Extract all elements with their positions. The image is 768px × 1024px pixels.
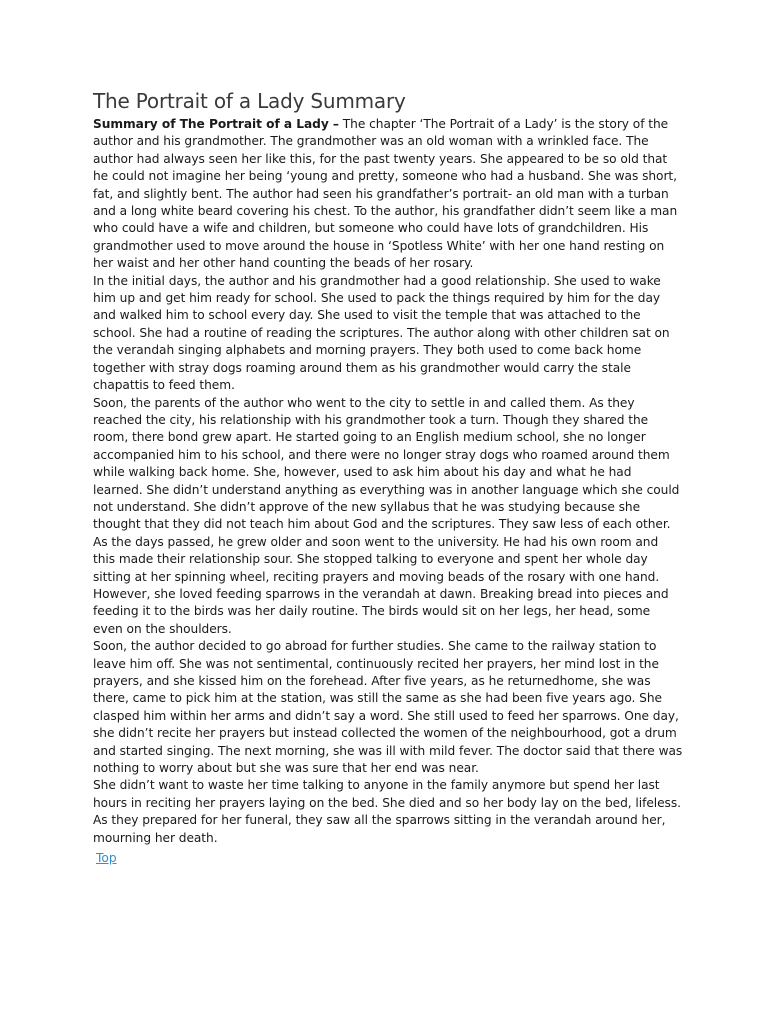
page-title: The Portrait of a Lady Summary	[93, 89, 406, 113]
summary-paragraph-4: As the days passed, he grew older and soon went to the university. He had his own room and this made their relationship sour. She stopped talking to everyone and spent her whole day sitting at her spinning wheel, reciting prayers and moving beads of the rosary with one hand. However, she loved feeding sparrows in the verandah at dawn. Breaking bread into pieces and feeding it to the birds was her daily routine. The birds would sit on her legs, her head, some even on the shoulders.	[93, 534, 669, 636]
document-page	[93, 86, 683, 867]
summary-paragraph-6: She didn’t want to waste her time talking to anyone in the family anymore but spend her last hours in reciting her prayers laying on the bed. She died and so her body lay on the bed, lifeless. As they prepared for her funeral, they saw all the sparrows sitting in the verandah around her, mourning her death.	[93, 778, 681, 845]
summary-body	[93, 116, 683, 847]
summary-paragraph-3: Soon, the parents of the author who went to the city to settle in and called them. As they reached the city, his relationship with his grandmother took a turn. Though they shared the room, there bond grew apart. He started going to an English medium school, she no longer accompanied him to his school, and there were no longer stray dogs who roamed around them while walking back home. She, however, used to ask him about his day and what he had learned. She didn’t understand anything as everything was in another language which she could not understand. She didn’t approve of the new syllabus that he was studying because she thought that they did not teach him about God and the scriptures. They saw less of each other.	[93, 395, 680, 532]
summary-paragraph-2: In the initial days, the author and his grandmother had a good relationship. She used to wake him up and get him ready for school. She used to pack the things required by him for the day and walked him to school every day. She used to visit the temple that was attached to the school. She had a routine of reading the scriptures. The author along with other children sat on the verandah singing alphabets and morning prayers. They both used to come back home together with stray dogs roaming around them as his grandmother would carry the stale chapattis to feed them.	[93, 273, 670, 393]
summary-lead-label: Summary of The Portrait of a Lady –	[93, 117, 339, 131]
summary-paragraph-1-text: The chapter ‘The Portrait of a Lady’ is the story of the author and his grandmother. The grandmother was an old woman with a wrinkled face. The author had always seen her like this, for the past twenty years. She appeared to be so old that he could not imagine her being ‘young and pretty, someone who had a husband. She was short, fat, and slightly bent. The author had seen his grandfather’s portrait- an old man with a turban and a long white beard covering his chest. To the author, his grandfather didn’t seem like a man who could have a wife and children, but someone who could have lots of grandchildren. His grandmother used to move around the house in ‘Spotless White’ with her one hand resting on her waist and her other hand counting the beads of her rosary.	[93, 117, 678, 271]
top-link[interactable]: Top	[96, 851, 117, 866]
summary-paragraph-1	[93, 116, 683, 273]
summary-paragraph-5: Soon, the author decided to go abroad for further studies. She came to the railway station to leave him off. She was not sentimental, continuously recited her prayers, her mind lost in the prayers, and she kissed him on the forehead. After five years, as he returnedhome, she was there, came to pick him at the station, was still the same as she had been five years ago. She clasped him within her arms and didn’t say a word. She still used to feed her sparrows. One day, she didn’t recite her prayers but instead collected the women of the neighbourhood, got a drum and started singing. The next morning, she was ill with mild fever. The doctor said that there was nothing to worry about but she was sure that her end was near.	[93, 639, 683, 776]
